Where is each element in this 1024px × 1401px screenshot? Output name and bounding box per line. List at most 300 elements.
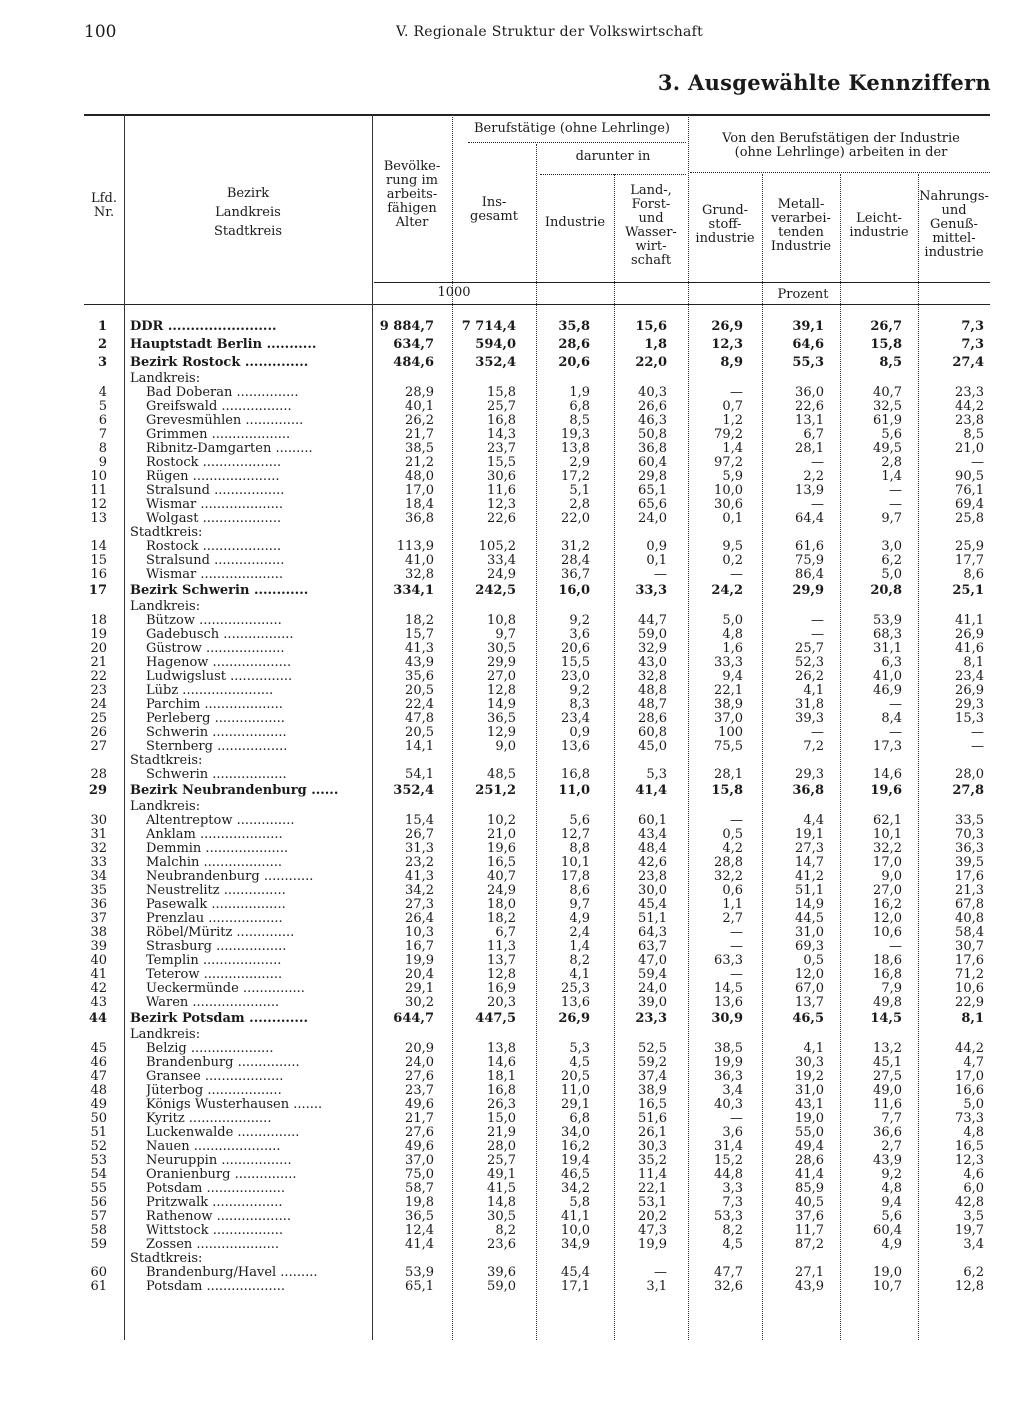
cell-value: 26,9 [558, 1011, 590, 1026]
cell-value: 1,6 [722, 641, 743, 656]
cell-value: 23,6 [487, 1237, 516, 1252]
cell-value: 44,7 [638, 613, 667, 628]
cell-value: 16,0 [558, 583, 590, 598]
table-row [84, 1168, 990, 1182]
unit-1000: 1000 [437, 285, 471, 300]
cell-value: — [889, 497, 902, 512]
section-title: 3. Ausgewählte Kennziffern [657, 70, 991, 95]
cell-value: 22,1 [714, 683, 743, 698]
cell-value: 23,3 [955, 385, 984, 400]
cell-value: 68,3 [873, 627, 902, 642]
cell-value: 3,6 [569, 627, 590, 642]
cell-value: 19,6 [870, 783, 902, 798]
table-row [84, 1070, 990, 1084]
region-name: Teterow ................... [146, 968, 283, 982]
cell-value: 5,0 [881, 567, 902, 582]
cell-value: 13,8 [561, 441, 590, 456]
table-row [84, 726, 990, 740]
table-row [84, 1238, 990, 1252]
cell-value: 19,1 [795, 827, 824, 842]
cell-value: 32,8 [638, 669, 667, 684]
cell-value: 4,1 [803, 683, 824, 698]
row-number: 16 [90, 567, 107, 582]
row-number: 19 [90, 627, 107, 642]
cell-value: 87,2 [795, 1237, 824, 1252]
row-number: 8 [98, 441, 107, 456]
region-name: Rathenow .................. [146, 1210, 291, 1224]
cell-value: 22,6 [487, 511, 516, 526]
cell-value: 5,6 [881, 427, 902, 442]
cell-value: 16,2 [561, 1139, 590, 1154]
cell-value: 36,5 [405, 1209, 434, 1224]
cell-value: 15,7 [405, 627, 434, 642]
cell-value: 1,2 [722, 413, 743, 428]
cell-value: 25,3 [561, 981, 590, 996]
region-name: Schwerin .................. [146, 726, 287, 740]
cell-value: 69,3 [795, 939, 824, 954]
cell-value: 10,2 [487, 813, 516, 828]
cell-value: 39,5 [955, 855, 984, 870]
cell-value: 8,2 [495, 1223, 516, 1238]
cell-value: 47,3 [638, 1223, 667, 1238]
cell-value: 8,5 [879, 355, 902, 370]
table-row [84, 828, 990, 842]
cell-value: 67,8 [955, 897, 984, 912]
table-row [84, 996, 990, 1010]
region-name: Röbel/Müritz .............. [146, 926, 295, 940]
table-row [84, 1280, 990, 1294]
table-row [84, 968, 990, 982]
berufstaetige-rule [468, 142, 686, 143]
cell-value: 30,3 [795, 1055, 824, 1070]
row-number: 42 [90, 981, 107, 996]
cell-value: 19,0 [795, 1111, 824, 1126]
cell-value: 4,9 [881, 1237, 902, 1252]
group-label: Stadtkreis: [130, 526, 203, 540]
region-name: Oranienburg ............... [146, 1168, 297, 1182]
cell-value: 9,4 [881, 1195, 902, 1210]
cell-value: 34,9 [561, 1237, 590, 1252]
table-row [84, 1182, 990, 1196]
cell-value: 9,4 [722, 669, 743, 684]
table-row [84, 1056, 990, 1070]
cell-value: 58,4 [955, 925, 984, 940]
cell-value: 21,0 [955, 441, 984, 456]
cell-value: 15,2 [714, 1153, 743, 1168]
cell-value: 43,4 [638, 827, 667, 842]
region-name: Brandenburg/Havel ......... [146, 1266, 318, 1280]
cell-value: 21,2 [405, 455, 434, 470]
table-row [84, 1112, 990, 1126]
header-bottom-rule [84, 304, 990, 305]
cell-value: 38,9 [714, 697, 743, 712]
row-number: 40 [90, 953, 107, 968]
region-name: Bezirk Neubrandenburg ...... [130, 783, 339, 798]
cell-value: 47,0 [638, 953, 667, 968]
cell-value: 18,4 [405, 497, 434, 512]
cell-value: 28,6 [558, 337, 590, 352]
table-row [84, 842, 990, 856]
header-region: Bezirk Landkreis Stadtkreis [213, 186, 283, 239]
cell-value: — [811, 455, 824, 470]
row-number: 28 [90, 767, 107, 782]
cell-value: 38,5 [714, 1041, 743, 1056]
region-name: Neuruppin ................. [146, 1154, 292, 1168]
cell-value: 4,1 [569, 967, 590, 982]
cell-value: 27,3 [405, 897, 434, 912]
cell-value: 23,4 [561, 711, 590, 726]
cell-value: 51,6 [638, 1111, 667, 1126]
cell-value: 9,5 [722, 539, 743, 554]
region-name: Luckenwalde ............... [146, 1126, 300, 1140]
cell-value: — [811, 725, 824, 740]
cell-value: 41,4 [405, 1237, 434, 1252]
table-row [84, 912, 990, 926]
cell-value: 14,8 [487, 1195, 516, 1210]
cell-value: 23,2 [405, 855, 434, 870]
group-label-row [84, 600, 990, 614]
cell-value: 36,8 [638, 441, 667, 456]
cell-value: 46,5 [792, 1011, 824, 1026]
cell-value: 13,7 [487, 953, 516, 968]
cell-value: 7,3 [961, 337, 984, 352]
table-row [84, 554, 990, 568]
cell-value: 4,8 [881, 1181, 902, 1196]
cell-value: 19,4 [561, 1153, 590, 1168]
cell-value: 12,8 [955, 1279, 984, 1294]
cell-value: 30,7 [955, 939, 984, 954]
cell-value: 14,7 [795, 855, 824, 870]
row-number: 41 [90, 967, 107, 982]
header-darunter-in: darunter in [575, 149, 651, 164]
cell-value: 3,4 [722, 1083, 743, 1098]
cell-value: 30,9 [711, 1011, 743, 1026]
group-label-row [84, 1028, 990, 1042]
cell-value: 90,5 [955, 469, 984, 484]
cell-value: 33,3 [635, 583, 667, 598]
cell-value: 15,5 [487, 455, 516, 470]
cell-value: 25,7 [795, 641, 824, 656]
region-name: Brandenburg ............... [146, 1056, 300, 1070]
cell-value: 22,9 [955, 995, 984, 1010]
cell-value: 4,8 [722, 627, 743, 642]
cell-value: 49,6 [405, 1097, 434, 1112]
cell-value: 105,2 [478, 539, 516, 554]
cell-value: 12,3 [955, 1153, 984, 1168]
cell-value: 6,7 [803, 427, 824, 442]
cell-value: 76,1 [955, 483, 984, 498]
table-row [84, 642, 990, 656]
cell-value: 28,4 [561, 553, 590, 568]
unit-prozent: Prozent [777, 287, 829, 302]
cell-value: 15,8 [870, 337, 902, 352]
table-row [84, 386, 990, 400]
cell-value: 40,3 [714, 1097, 743, 1112]
cell-value: 12,4 [405, 1223, 434, 1238]
row-number: 55 [90, 1181, 107, 1196]
cell-value: 14,3 [487, 427, 516, 442]
header-land-forst: Land-, Forst- und Wasser- wirt- schaft [625, 183, 677, 268]
cell-value: 21,7 [405, 427, 434, 442]
cell-value: 19,7 [955, 1223, 984, 1238]
cell-value: 32,8 [405, 567, 434, 582]
cell-value: 14,9 [795, 897, 824, 912]
cell-value: 27,5 [873, 1069, 902, 1084]
cell-value: 60,4 [638, 455, 667, 470]
region-name: Demmin .................... [146, 842, 289, 856]
cell-value: 25,9 [955, 539, 984, 554]
table-row [84, 456, 990, 470]
cell-value: 19,8 [405, 1195, 434, 1210]
row-number: 5 [98, 399, 107, 414]
cell-value: 45,0 [638, 739, 667, 754]
header-berufstaetige: Berufstätige (ohne Lehrlinge) [474, 121, 670, 136]
cell-value: 15,6 [635, 319, 667, 334]
cell-value: 0,6 [722, 883, 743, 898]
cell-value: 11,0 [561, 1083, 590, 1098]
region-name: Stralsund ................. [146, 554, 285, 568]
region-name: Bad Doberan ............... [146, 386, 299, 400]
cell-value: 30,3 [638, 1139, 667, 1154]
cell-value: — [730, 939, 743, 954]
cell-value: 20,6 [558, 355, 590, 370]
row-number: 54 [90, 1167, 107, 1182]
cell-value: 24,0 [405, 1055, 434, 1070]
cell-value: 41,1 [955, 613, 984, 628]
cell-value: 17,6 [955, 953, 984, 968]
cell-value: 39,3 [795, 711, 824, 726]
row-number: 22 [90, 669, 107, 684]
row-number: 23 [90, 683, 107, 698]
cell-value: 1,4 [881, 469, 902, 484]
cell-value: 43,9 [795, 1279, 824, 1294]
region-name: Potsdam ................... [146, 1280, 285, 1294]
region-name: Rügen ..................... [146, 470, 280, 484]
cell-value: 59,2 [638, 1055, 667, 1070]
group-label: Stadtkreis: [130, 754, 203, 768]
cell-value: 6,2 [881, 553, 902, 568]
cell-value: — [811, 613, 824, 628]
cell-value: 20,6 [561, 641, 590, 656]
cell-value: 8,1 [963, 655, 984, 670]
cell-value: 594,0 [475, 337, 516, 352]
cell-value: 12,9 [487, 725, 516, 740]
cell-value: 38,5 [405, 441, 434, 456]
cell-value: 63,3 [714, 953, 743, 968]
cell-value: 4,5 [722, 1237, 743, 1252]
cell-value: 29,9 [487, 655, 516, 670]
cell-value: 8,5 [569, 413, 590, 428]
cell-value: 32,2 [873, 841, 902, 856]
cell-value: 20,5 [561, 1069, 590, 1084]
region-name: Ueckermünde ............... [146, 982, 305, 996]
cell-value: 60,8 [638, 725, 667, 740]
cell-value: 15,0 [487, 1111, 516, 1126]
cell-value: 33,3 [714, 655, 743, 670]
cell-value: 26,3 [487, 1097, 516, 1112]
total-row [84, 782, 990, 800]
table-row [84, 954, 990, 968]
row-number: 56 [90, 1195, 107, 1210]
region-name: Nauen ..................... [146, 1140, 281, 1154]
cell-value: 3,1 [646, 1279, 667, 1294]
region-name: Altentreptow .............. [146, 814, 295, 828]
cell-value: 9,2 [881, 1167, 902, 1182]
cell-value: 41,4 [635, 783, 667, 798]
cell-value: 48,5 [487, 767, 516, 782]
cell-value: 23,7 [487, 441, 516, 456]
cell-value: 45,1 [873, 1055, 902, 1070]
cell-value: 7,9 [881, 981, 902, 996]
cell-value: 44,2 [955, 399, 984, 414]
region-name: Jüterbog .................. [146, 1084, 282, 1098]
row-number: 20 [90, 641, 107, 656]
cell-value: 9,0 [881, 869, 902, 884]
cell-value: 23,7 [405, 1083, 434, 1098]
table-row [84, 768, 990, 782]
table-row [84, 1210, 990, 1224]
cell-value: 0,2 [722, 553, 743, 568]
cell-value: 19,9 [405, 953, 434, 968]
row-number: 50 [90, 1111, 107, 1126]
cell-value: 20,8 [870, 583, 902, 598]
cell-value: 20,9 [405, 1041, 434, 1056]
cell-value: 24,0 [638, 511, 667, 526]
cell-value: 41,0 [405, 553, 434, 568]
cell-value: 16,5 [487, 855, 516, 870]
cell-value: 3,0 [881, 539, 902, 554]
cell-value: 37,4 [638, 1069, 667, 1084]
cell-value: 26,1 [638, 1125, 667, 1140]
row-number: 32 [90, 841, 107, 856]
cell-value: 22,0 [561, 511, 590, 526]
cell-value: 17,2 [561, 469, 590, 484]
cell-value: 4,9 [569, 911, 590, 926]
cell-value: 60,4 [873, 1223, 902, 1238]
cell-value: 1,4 [722, 441, 743, 456]
cell-value: — [730, 925, 743, 940]
cell-value: 12,3 [487, 497, 516, 512]
cell-value: 31,8 [795, 697, 824, 712]
cell-value: 2,8 [881, 455, 902, 470]
cell-value: 26,4 [405, 911, 434, 926]
row-number: 47 [90, 1069, 107, 1084]
row-number: 49 [90, 1097, 107, 1112]
cell-value: 10,1 [873, 827, 902, 842]
cell-value: 40,7 [487, 869, 516, 884]
row-number: 60 [90, 1265, 107, 1280]
cell-value: 28,0 [487, 1139, 516, 1154]
cell-value: 8,6 [963, 567, 984, 582]
cell-value: 16,7 [405, 939, 434, 954]
region-name: Wismar .................... [146, 498, 284, 512]
header-von-den-berufstaetigen: Von den Berufstätigen der Industrie (ohne Lehrlinge) arbeiten in der [722, 131, 960, 160]
cell-value: 12,0 [795, 967, 824, 982]
cell-value: 73,3 [955, 1111, 984, 1126]
cell-value: 8,2 [722, 1223, 743, 1238]
cell-value: 4,1 [803, 1041, 824, 1056]
cell-value: 28,1 [795, 441, 824, 456]
region-name: Rostock ................... [146, 540, 282, 554]
row-number: 27 [90, 739, 107, 754]
cell-value: 12,0 [873, 911, 902, 926]
cell-value: 5,9 [722, 469, 743, 484]
cell-value: 65,6 [638, 497, 667, 512]
cell-value: 10,7 [873, 1279, 902, 1294]
cell-value: 59,0 [487, 1279, 516, 1294]
cell-value: 6,2 [963, 1265, 984, 1280]
cell-value: 8,9 [720, 355, 743, 370]
region-name: Pasewalk .................. [146, 898, 286, 912]
cell-value: 2,2 [803, 469, 824, 484]
header-grundstoff: Grund- stoff- industrie [695, 203, 755, 246]
table-row [84, 512, 990, 526]
cell-value: 16,6 [955, 1083, 984, 1098]
cell-value: 70,3 [955, 827, 984, 842]
cell-value: 63,7 [638, 939, 667, 954]
cell-value: 9,2 [569, 683, 590, 698]
cell-value: 71,2 [955, 967, 984, 982]
cell-value: 4,2 [722, 841, 743, 856]
cell-value: 31,0 [795, 1083, 824, 1098]
row-number: 48 [90, 1083, 107, 1098]
cell-value: 34,2 [405, 883, 434, 898]
cell-value: 30,0 [638, 883, 667, 898]
cell-value: — [730, 567, 743, 582]
cell-value: 1,8 [644, 337, 667, 352]
region-name: Perleberg ................. [146, 712, 285, 726]
cell-value: 3,5 [963, 1209, 984, 1224]
table-row [84, 684, 990, 698]
cell-value: 58,7 [405, 1181, 434, 1196]
cell-value: 47,8 [405, 711, 434, 726]
table-row [84, 1154, 990, 1168]
row-number: 57 [90, 1209, 107, 1224]
group-label-row [84, 526, 990, 540]
table-row [84, 1126, 990, 1140]
row-number: 6 [98, 413, 107, 428]
cell-value: 5,3 [646, 767, 667, 782]
cell-value: 13,2 [873, 1041, 902, 1056]
cell-value: 64,3 [638, 925, 667, 940]
cell-value: — [730, 813, 743, 828]
row-number: 35 [90, 883, 107, 898]
table-row [84, 884, 990, 898]
cell-value: 75,9 [795, 553, 824, 568]
cell-value: 31,4 [714, 1139, 743, 1154]
row-number: 29 [88, 783, 107, 798]
row-number: 37 [90, 911, 107, 926]
cell-value: 17,0 [405, 483, 434, 498]
cell-value: 100 [718, 725, 743, 740]
cell-value: 35,6 [405, 669, 434, 684]
row-number: 11 [90, 483, 107, 498]
cell-value: 8,1 [961, 1011, 984, 1026]
cell-value: 45,4 [638, 897, 667, 912]
table-row [84, 614, 990, 628]
cell-value: 25,7 [487, 1153, 516, 1168]
cell-value: 27,1 [795, 1265, 824, 1280]
cell-value: 31,0 [795, 925, 824, 940]
cell-value: 45,4 [561, 1265, 590, 1280]
darunter-rule [540, 174, 686, 175]
table-row [84, 898, 990, 912]
cell-value: 14,1 [405, 739, 434, 754]
cell-value: 41,3 [405, 869, 434, 884]
cell-value: 5,8 [569, 1195, 590, 1210]
cell-value: 29,8 [638, 469, 667, 484]
cell-value: 13,6 [714, 995, 743, 1010]
